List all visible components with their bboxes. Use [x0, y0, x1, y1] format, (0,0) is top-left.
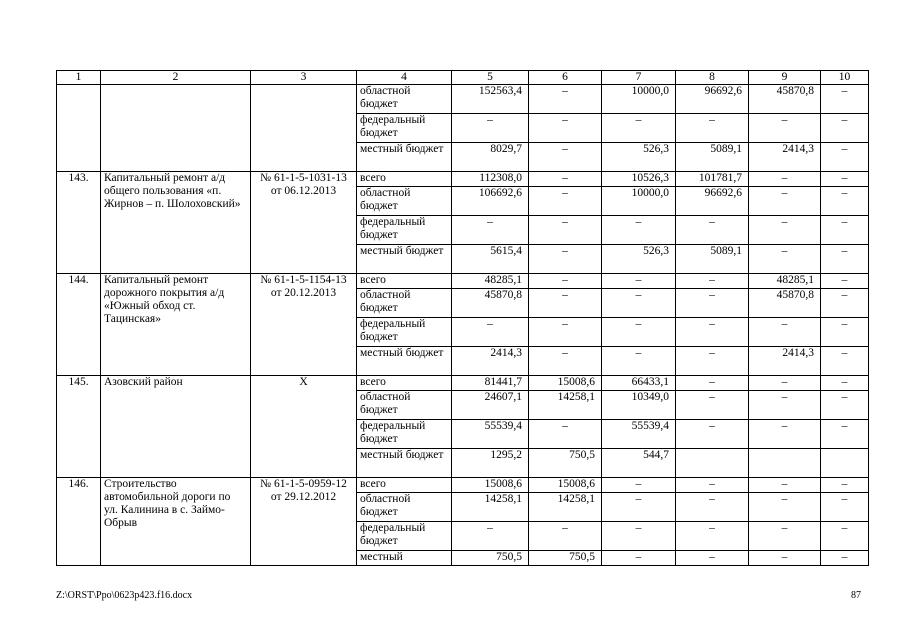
header-cell: 5	[452, 71, 529, 85]
funding-source: местный	[357, 551, 452, 566]
value-cell: 10000,0	[602, 187, 676, 216]
item-name: Строительство автомобильной дороги по ул. Калинина в с. Займо-Обрыв	[101, 478, 251, 566]
value-cell: 48285,1	[749, 274, 821, 289]
value-cell: 5089,1	[676, 245, 749, 274]
header-cell: 9	[749, 71, 821, 85]
value-cell: –	[676, 347, 749, 376]
funding-source: областной бюджет	[357, 493, 452, 522]
item-name: Капитальный ремонт а/д общего пользования «п. Жирнов – п. Шолоховский»	[101, 172, 251, 274]
value-cell: 55539,4	[602, 420, 676, 449]
value-cell: –	[529, 216, 602, 245]
page-number: 87	[851, 590, 861, 601]
value-cell: –	[602, 478, 676, 493]
value-cell: –	[821, 522, 869, 551]
value-cell: –	[676, 289, 749, 318]
table-row	[57, 376, 869, 391]
value-cell: –	[602, 216, 676, 245]
value-cell: –	[529, 289, 602, 318]
value-cell: 15008,6	[529, 478, 602, 493]
value-cell: –	[676, 216, 749, 245]
table-row	[57, 478, 869, 493]
funding-source: областной бюджет	[357, 187, 452, 216]
value-cell: –	[529, 172, 602, 187]
item-number: 146.	[57, 478, 101, 566]
value-cell: –	[602, 551, 676, 566]
value-cell: 10000,0	[602, 85, 676, 114]
item-name: Капитальный ремонт дорожного покрытия а/д «Южный обход ст. Тацинская»	[101, 274, 251, 376]
funding-source: областной бюджет	[357, 289, 452, 318]
table-row	[57, 274, 869, 289]
value-cell: 1295,2	[452, 449, 529, 478]
value-cell: 750,5	[529, 551, 602, 566]
value-cell: –	[749, 522, 821, 551]
funding-source: федеральный бюджет	[357, 216, 452, 245]
value-cell: –	[602, 114, 676, 143]
value-cell: –	[821, 245, 869, 274]
value-cell: 96692,6	[676, 187, 749, 216]
value-cell: –	[821, 318, 869, 347]
value-cell: –	[529, 187, 602, 216]
value-cell: 96692,6	[676, 85, 749, 114]
value-cell: 45870,8	[749, 289, 821, 318]
value-cell: –	[749, 172, 821, 187]
value-cell: –	[676, 114, 749, 143]
value-cell: –	[821, 274, 869, 289]
value-cell: 48285,1	[452, 274, 529, 289]
item-number	[57, 85, 101, 172]
value-cell: –	[821, 172, 869, 187]
header-cell: 6	[529, 71, 602, 85]
value-cell: 66433,1	[602, 376, 676, 391]
value-cell: 10349,0	[602, 391, 676, 420]
value-cell: 544,7	[602, 449, 676, 478]
value-cell: –	[821, 289, 869, 318]
value-cell: 2414,3	[749, 143, 821, 172]
value-cell: –	[821, 187, 869, 216]
budget-table	[56, 70, 869, 566]
value-cell: –	[676, 522, 749, 551]
header-cell: 7	[602, 71, 676, 85]
value-cell: 55539,4	[452, 420, 529, 449]
header-row	[57, 71, 869, 85]
value-cell: 24607,1	[452, 391, 529, 420]
header-cell: 2	[101, 71, 251, 85]
value-cell: –	[529, 522, 602, 551]
value-cell: 14258,1	[452, 493, 529, 522]
funding-source: местный бюджет	[357, 143, 452, 172]
value-cell: –	[676, 478, 749, 493]
value-cell: –	[821, 114, 869, 143]
table-row	[57, 85, 869, 114]
value-cell: –	[676, 376, 749, 391]
value-cell: –	[529, 85, 602, 114]
value-cell: 2414,3	[749, 347, 821, 376]
value-cell: 15008,6	[452, 478, 529, 493]
value-cell: 526,3	[602, 143, 676, 172]
value-cell: –	[749, 245, 821, 274]
value-cell: –	[602, 493, 676, 522]
value-cell: –	[529, 245, 602, 274]
value-cell: –	[529, 318, 602, 347]
value-cell: –	[749, 216, 821, 245]
value-cell: –	[821, 347, 869, 376]
value-cell: –	[602, 318, 676, 347]
header-cell: 8	[676, 71, 749, 85]
header-cell: 3	[251, 71, 357, 85]
value-cell: 8029,7	[452, 143, 529, 172]
header-cell: 10	[821, 71, 869, 85]
header-cell: 4	[357, 71, 452, 85]
document-ref: № 61-1-5-1154-13 от 20.12.2013	[251, 274, 357, 376]
value-cell: –	[529, 143, 602, 172]
funding-source: федеральный бюджет	[357, 522, 452, 551]
value-cell: –	[452, 114, 529, 143]
value-cell: 45870,8	[749, 85, 821, 114]
value-cell: –	[821, 478, 869, 493]
item-number: 145.	[57, 376, 101, 478]
value-cell: –	[529, 420, 602, 449]
value-cell: –	[749, 318, 821, 347]
funding-source: областной бюджет	[357, 391, 452, 420]
value-cell: –	[602, 274, 676, 289]
value-cell: –	[676, 274, 749, 289]
funding-source: местный бюджет	[357, 449, 452, 478]
item-name	[101, 85, 251, 172]
document-ref: № 61-1-5-1031-13 от 06.12.2013	[251, 172, 357, 274]
value-cell: 15008,6	[529, 376, 602, 391]
value-cell	[821, 449, 869, 478]
table-row	[57, 172, 869, 187]
funding-source: федеральный бюджет	[357, 318, 452, 347]
value-cell: –	[821, 493, 869, 522]
funding-source: всего	[357, 478, 452, 493]
value-cell: –	[749, 551, 821, 566]
value-cell: 81441,7	[452, 376, 529, 391]
value-cell: –	[749, 493, 821, 522]
value-cell: –	[676, 318, 749, 347]
document-ref	[251, 85, 357, 172]
value-cell: 526,3	[602, 245, 676, 274]
value-cell: –	[676, 551, 749, 566]
document-ref: Х	[251, 376, 357, 478]
value-cell: –	[529, 347, 602, 376]
value-cell: –	[676, 420, 749, 449]
value-cell: –	[602, 347, 676, 376]
value-cell: –	[749, 376, 821, 391]
value-cell: –	[749, 391, 821, 420]
value-cell: –	[676, 391, 749, 420]
document-path: Z:\ORST\Ppo\0623p423.f16.docx	[56, 590, 193, 601]
value-cell: 750,5	[452, 551, 529, 566]
funding-source: федеральный бюджет	[357, 420, 452, 449]
item-number: 143.	[57, 172, 101, 274]
value-cell: 14258,1	[529, 391, 602, 420]
funding-source: федеральный бюджет	[357, 114, 452, 143]
value-cell: –	[676, 493, 749, 522]
value-cell	[749, 449, 821, 478]
funding-source: местный бюджет	[357, 347, 452, 376]
value-cell: –	[529, 274, 602, 289]
value-cell: 101781,7	[676, 172, 749, 187]
value-cell: –	[529, 114, 602, 143]
value-cell: –	[452, 522, 529, 551]
value-cell: –	[749, 187, 821, 216]
value-cell: –	[821, 551, 869, 566]
value-cell: 2414,3	[452, 347, 529, 376]
value-cell: –	[749, 114, 821, 143]
value-cell: 5615,4	[452, 245, 529, 274]
value-cell: 45870,8	[452, 289, 529, 318]
funding-source: всего	[357, 376, 452, 391]
value-cell: –	[749, 478, 821, 493]
value-cell: 10526,3	[602, 172, 676, 187]
value-cell: –	[821, 216, 869, 245]
value-cell: –	[452, 216, 529, 245]
funding-source: всего	[357, 172, 452, 187]
value-cell: –	[602, 289, 676, 318]
value-cell: –	[821, 391, 869, 420]
value-cell: 106692,6	[452, 187, 529, 216]
value-cell	[676, 449, 749, 478]
funding-source: областной бюджет	[357, 85, 452, 114]
value-cell: 5089,1	[676, 143, 749, 172]
funding-source: местный бюджет	[357, 245, 452, 274]
value-cell: –	[821, 376, 869, 391]
value-cell: –	[821, 85, 869, 114]
value-cell: –	[749, 420, 821, 449]
value-cell: 14258,1	[529, 493, 602, 522]
document-ref: № 61-1-5-0959-12 от 29.12.2012	[251, 478, 357, 566]
item-number: 144.	[57, 274, 101, 376]
value-cell: 152563,4	[452, 85, 529, 114]
header-cell: 1	[57, 71, 101, 85]
value-cell: –	[821, 420, 869, 449]
item-name: Азовский район	[101, 376, 251, 478]
value-cell: –	[452, 318, 529, 347]
value-cell: 112308,0	[452, 172, 529, 187]
value-cell: –	[821, 143, 869, 172]
value-cell: 750,5	[529, 449, 602, 478]
funding-source: всего	[357, 274, 452, 289]
value-cell: –	[602, 522, 676, 551]
